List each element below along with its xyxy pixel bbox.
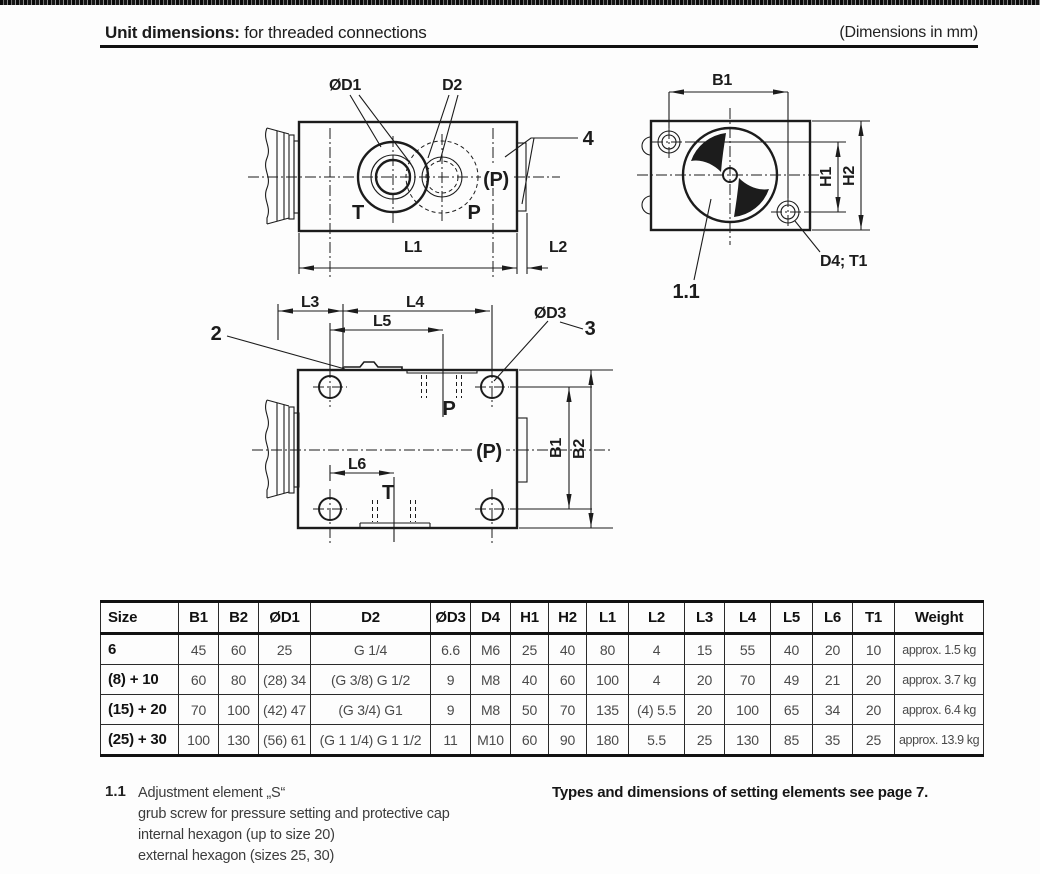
value-cell: 25: [853, 725, 895, 756]
size-cell: (15) + 20: [101, 695, 179, 725]
value-cell: 80: [587, 634, 629, 665]
footnote-lines: [138, 783, 450, 867]
value-cell: (G 1 1/4) G 1 1/2: [311, 725, 431, 756]
label-l5: L5: [372, 313, 392, 330]
value-cell: M8: [471, 695, 511, 725]
value-cell: 9: [431, 665, 471, 695]
label-d2: D2: [442, 77, 462, 94]
value-cell: 20: [853, 665, 895, 695]
value-cell: 5.5: [629, 725, 685, 756]
value-cell: 130: [725, 725, 771, 756]
dimensions-table: [100, 600, 984, 757]
table-row: [101, 695, 984, 725]
value-cell: 70: [725, 665, 771, 695]
value-cell: 21: [813, 665, 853, 695]
footnote-ref: 1.1: [105, 783, 126, 800]
value-cell: approx. 1.5 kg: [895, 634, 984, 665]
callout-1-1: 1.1: [672, 281, 700, 303]
knob-knurl-lines: [267, 128, 289, 224]
value-cell: 10: [853, 634, 895, 665]
value-cell: M10: [471, 725, 511, 756]
col-header: L3: [685, 602, 725, 634]
label-d4-t1: D4; T1: [820, 253, 868, 270]
value-cell: (G 3/4) G1: [311, 695, 431, 725]
front-view-drawing: [248, 77, 595, 277]
top-recess: [407, 371, 477, 373]
value-cell: 25: [685, 725, 725, 756]
hole-crosshairs-end: [652, 128, 806, 230]
footnote-line: Adjustment element „S“: [138, 785, 286, 801]
label-port-t-front: T: [352, 202, 364, 224]
value-cell: (G 3/8) G 1/2: [311, 665, 431, 695]
value-cell: 90: [549, 725, 587, 756]
col-header: ØD1: [259, 602, 311, 634]
col-header: Weight: [895, 602, 984, 634]
value-cell: 85: [771, 725, 813, 756]
size-cell: (25) + 30: [101, 725, 179, 756]
callout-4: 4: [582, 128, 594, 150]
dim-lines-l1-l2: [299, 213, 548, 274]
value-cell: 20: [685, 695, 725, 725]
value-cell: approx. 13.9 kg: [895, 725, 984, 756]
label-b2-top: B2: [571, 439, 588, 459]
footnote-line: internal hexagon (up to size 20): [138, 827, 335, 843]
value-cell: 40: [771, 634, 813, 665]
col-header: B2: [219, 602, 259, 634]
value-cell: 4: [629, 665, 685, 695]
leader-d2: [428, 95, 458, 161]
label-od3: ØD3: [534, 305, 566, 322]
end-view-drawing: [637, 72, 870, 303]
value-cell: 60: [219, 634, 259, 665]
value-cell: 25: [259, 634, 311, 665]
leader-item1-1: [694, 199, 711, 280]
value-cell: (56) 61: [259, 725, 311, 756]
value-cell: 135: [587, 695, 629, 725]
label-od1: ØD1: [329, 77, 361, 94]
value-cell: 4: [629, 634, 685, 665]
col-header: ØD3: [431, 602, 471, 634]
callout-3: 3: [584, 318, 596, 340]
value-cell: M8: [471, 665, 511, 695]
knob-knurl-lines-top: [267, 400, 289, 498]
value-cell: 100: [179, 725, 219, 756]
value-cell: approx. 3.7 kg: [895, 665, 984, 695]
label-port-p-front: P: [467, 202, 481, 224]
col-header: L6: [813, 602, 853, 634]
footnote-line: external hexagon (sizes 25, 30): [138, 848, 335, 864]
value-cell: 35: [813, 725, 853, 756]
col-header: D4: [471, 602, 511, 634]
value-cell: (4) 5.5: [629, 695, 685, 725]
label-p-paren-top: (P): [476, 441, 502, 463]
dim-lines-l3456: [278, 311, 490, 473]
label-port-p-top: P: [442, 398, 456, 420]
value-cell: (28) 34: [259, 665, 311, 695]
leader-item2: [227, 336, 345, 369]
port-p-hidden-top: [422, 375, 462, 398]
table-row: [101, 665, 984, 695]
value-cell: 15: [685, 634, 725, 665]
label-l4: L4: [405, 294, 425, 311]
value-cell: 60: [179, 665, 219, 695]
col-header: L1: [587, 602, 629, 634]
extension-lines-top: [278, 304, 492, 542]
value-cell: 40: [511, 665, 549, 695]
label-l3: L3: [300, 294, 320, 311]
page-title: Unit dimensions:: [105, 23, 240, 42]
value-cell: 25: [511, 634, 549, 665]
label-l2: L2: [548, 239, 568, 256]
value-cell: 180: [587, 725, 629, 756]
size-cell: (8) + 10: [101, 665, 179, 695]
col-header: T1: [853, 602, 895, 634]
value-cell: 100: [725, 695, 771, 725]
value-cell: 20: [685, 665, 725, 695]
col-header: L5: [771, 602, 813, 634]
label-p-paren-front: (P): [483, 169, 509, 191]
value-cell: 45: [179, 634, 219, 665]
units-note: (Dimensions in mm): [839, 24, 978, 41]
value-cell: 60: [549, 665, 587, 695]
value-cell: 100: [219, 695, 259, 725]
value-cell: approx. 6.4 kg: [895, 695, 984, 725]
label-h2: H2: [841, 166, 858, 186]
value-cell: 65: [771, 695, 813, 725]
value-cell: 60: [511, 725, 549, 756]
value-cell: (42) 47: [259, 695, 311, 725]
label-l1: L1: [403, 239, 423, 256]
top-view-drawing: [211, 294, 613, 545]
value-cell: 34: [813, 695, 853, 725]
col-header: B1: [179, 602, 219, 634]
size-cell: 6: [101, 634, 179, 665]
value-cell: 40: [549, 634, 587, 665]
value-cell: 20: [813, 634, 853, 665]
footnote-line: grub screw for pressure setting and protective cap: [138, 806, 450, 822]
setting-elements-note: Types and dimensions of setting elements see page 7.: [552, 784, 929, 801]
value-cell: 70: [179, 695, 219, 725]
value-cell: 20: [853, 695, 895, 725]
knob-break-line-top: [266, 400, 269, 498]
value-cell: 70: [549, 695, 587, 725]
callout-2: 2: [210, 323, 222, 345]
leader-d4-t1: [795, 221, 820, 252]
col-header: D2: [311, 602, 431, 634]
value-cell: 9: [431, 695, 471, 725]
value-cell: 130: [219, 725, 259, 756]
label-b1-top: B1: [548, 438, 565, 458]
page-subtitle: for threaded connections: [239, 23, 427, 42]
value-cell: 80: [219, 665, 259, 695]
label-l6: L6: [347, 456, 367, 473]
label-b1-end: B1: [712, 72, 732, 89]
label-h1: H1: [818, 167, 835, 187]
value-cell: 49: [771, 665, 813, 695]
col-header: Size: [101, 602, 179, 634]
value-cell: M6: [471, 634, 511, 665]
label-port-t-top: T: [382, 482, 394, 504]
value-cell: 50: [511, 695, 549, 725]
table-row: [101, 725, 984, 756]
leader-od1: [350, 95, 411, 164]
value-cell: G 1/4: [311, 634, 431, 665]
table-row: [101, 634, 984, 665]
col-header: L2: [629, 602, 685, 634]
value-cell: 11: [431, 725, 471, 756]
leader-od3: [494, 321, 583, 381]
col-header: H1: [511, 602, 549, 634]
knob-break-line: [266, 128, 269, 224]
col-header: H2: [549, 602, 587, 634]
value-cell: 100: [587, 665, 629, 695]
value-cell: 6.6: [431, 634, 471, 665]
value-cell: 55: [725, 634, 771, 665]
col-header: L4: [725, 602, 771, 634]
dim-table-body: [101, 634, 984, 756]
dim-table-head-row: [101, 602, 984, 634]
